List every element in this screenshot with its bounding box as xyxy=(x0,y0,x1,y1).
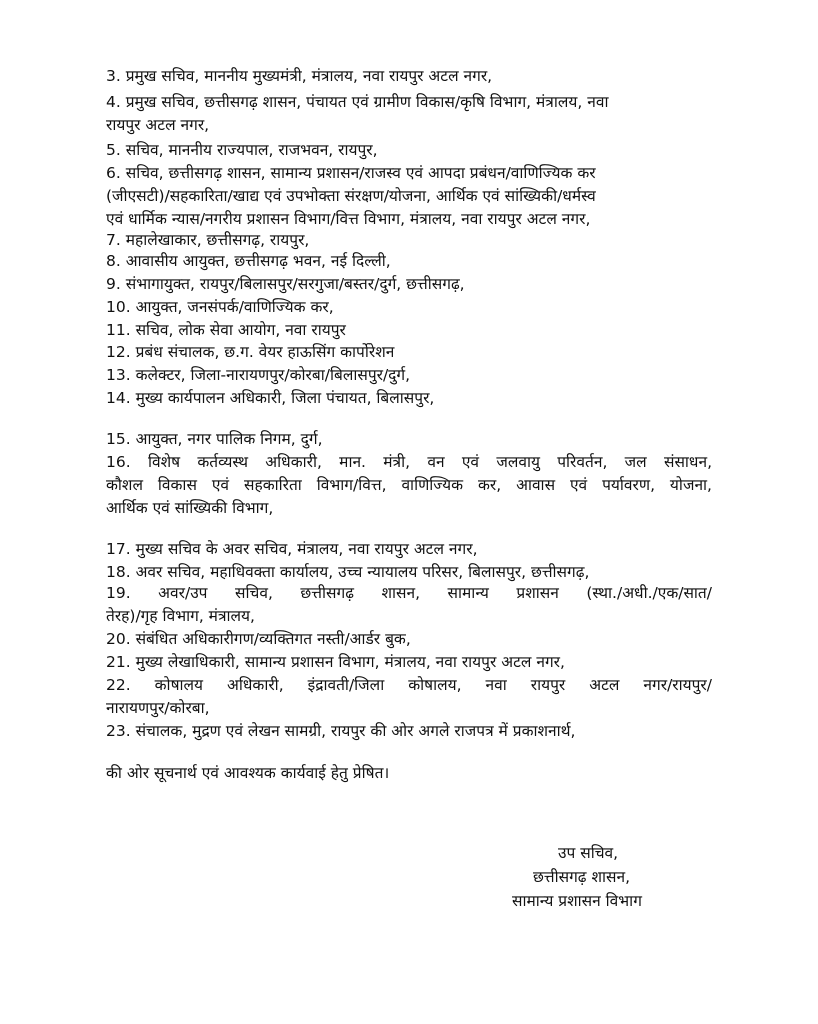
list-line: 5. सचिव, माननीय राज्यपाल, राजभवन, रायपुर, xyxy=(106,141,378,159)
list-line: 16. विशेष कर्तव्यस्थ अधिकारी, मान. मंत्री, वन एवं जलवायु परिवर्तन, जल संसाधन, xyxy=(106,453,712,471)
closing-line: की ओर सूचनार्थ एवं आवश्यक कार्यवाई हेतु प्रेषित। xyxy=(106,764,390,782)
list-line: कौशल विकास एवं सहकारिता विभाग/वित्त, वाणिज्यिक कर, आवास एवं पर्यावरण, योजना, xyxy=(106,476,712,494)
list-line: 22. कोषालय अधिकारी, इंद्रावती/जिला कोषालय, नवा रायपुर अटल नगर/रायपुर/ xyxy=(106,676,712,694)
list-line: 15. आयुक्त, नगर पालिक निगम, दुर्ग, xyxy=(106,430,323,448)
list-line: 7. महालेखाकार, छत्तीसगढ़, रायपुर, xyxy=(106,231,310,249)
list-line: 12. प्रबंध संचालक, छ.ग. वेयर हाऊसिंग कार्पोरेशन xyxy=(106,343,395,361)
list-line: 10. आयुक्त, जनसंपर्क/वाणिज्यिक कर, xyxy=(106,298,334,316)
signature-department: सामान्य प्रशासन विभाग xyxy=(512,892,642,910)
list-line: रायपुर अटल नगर, xyxy=(106,116,210,134)
signature-government: छत्तीसगढ़ शासन, xyxy=(533,868,631,886)
list-line: 9. संभागायुक्त, रायपुर/बिलासपुर/सरगुजा/बस्तर/दुर्ग, छत्तीसगढ़, xyxy=(106,275,465,293)
list-line: 13. कलेक्टर, जिला-नारायणपुर/कोरबा/बिलासपुर/दुर्ग, xyxy=(106,366,411,384)
list-line: तेरह)/गृह विभाग, मंत्रालय, xyxy=(106,607,255,625)
signature-designation: उप सचिव, xyxy=(558,844,619,862)
list-line: आर्थिक एवं सांख्यिकी विभाग, xyxy=(106,499,274,517)
list-line: 6. सचिव, छत्तीसगढ़ शासन, सामान्य प्रशासन/राजस्व एवं आपदा प्रबंधन/वाणिज्यिक कर xyxy=(106,164,596,182)
list-line: 23. संचालक, मुद्रण एवं लेखन सामग्री, रायपुर की ओर अगले राजपत्र में प्रकाशनार्थ, xyxy=(106,722,576,740)
list-line: एवं धार्मिक न्यास/नगरीय प्रशासन विभाग/वित्त विभाग, मंत्रालय, नवा रायपुर अटल नगर, xyxy=(106,210,591,228)
list-line: 20. संबंधित अधिकारीगण/व्यक्तिगत नस्ती/आर्डर बुक, xyxy=(106,630,411,648)
list-line: 17. मुख्य सचिव के अवर सचिव, मंत्रालय, नवा रायपुर अटल नगर, xyxy=(106,540,478,558)
list-line: नारायणपुर/कोरबा, xyxy=(106,699,210,717)
list-line: 8. आवासीय आयुक्त, छत्तीसगढ़ भवन, नई दिल्ली, xyxy=(106,252,391,270)
list-line: 3. प्रमुख सचिव, माननीय मुख्यमंत्री, मंत्रालय, नवा रायपुर अटल नगर, xyxy=(106,67,493,85)
list-line: 21. मुख्य लेखाधिकारी, सामान्य प्रशासन विभाग, मंत्रालय, नवा रायपुर अटल नगर, xyxy=(106,653,565,671)
list-line: 11. सचिव, लोक सेवा आयोग, नवा रायपुर xyxy=(106,321,346,339)
list-line: 4. प्रमुख सचिव, छत्तीसगढ़ शासन, पंचायत एवं ग्रामीण विकास/कृषि विभाग, मंत्रालय, नवा xyxy=(106,93,609,111)
list-line: (जीएसटी)/सहकारिता/खाद्य एवं उपभोक्ता संरक्षण/योजना, आर्थिक एवं सांख्यिकी/धर्मस्व xyxy=(106,187,596,205)
list-line: 19. अवर/उप सचिव, छत्तीसगढ़ शासन, सामान्य प्रशासन (स्था./अधी./एक/सात/ xyxy=(106,584,712,602)
list-line: 18. अवर सचिव, महाधिवक्ता कार्यालय, उच्च न्यायालय परिसर, बिलासपुर, छत्तीसगढ़, xyxy=(106,563,590,581)
list-line: 14. मुख्य कार्यपालन अधिकारी, जिला पंचायत, बिलासपुर, xyxy=(106,389,435,407)
